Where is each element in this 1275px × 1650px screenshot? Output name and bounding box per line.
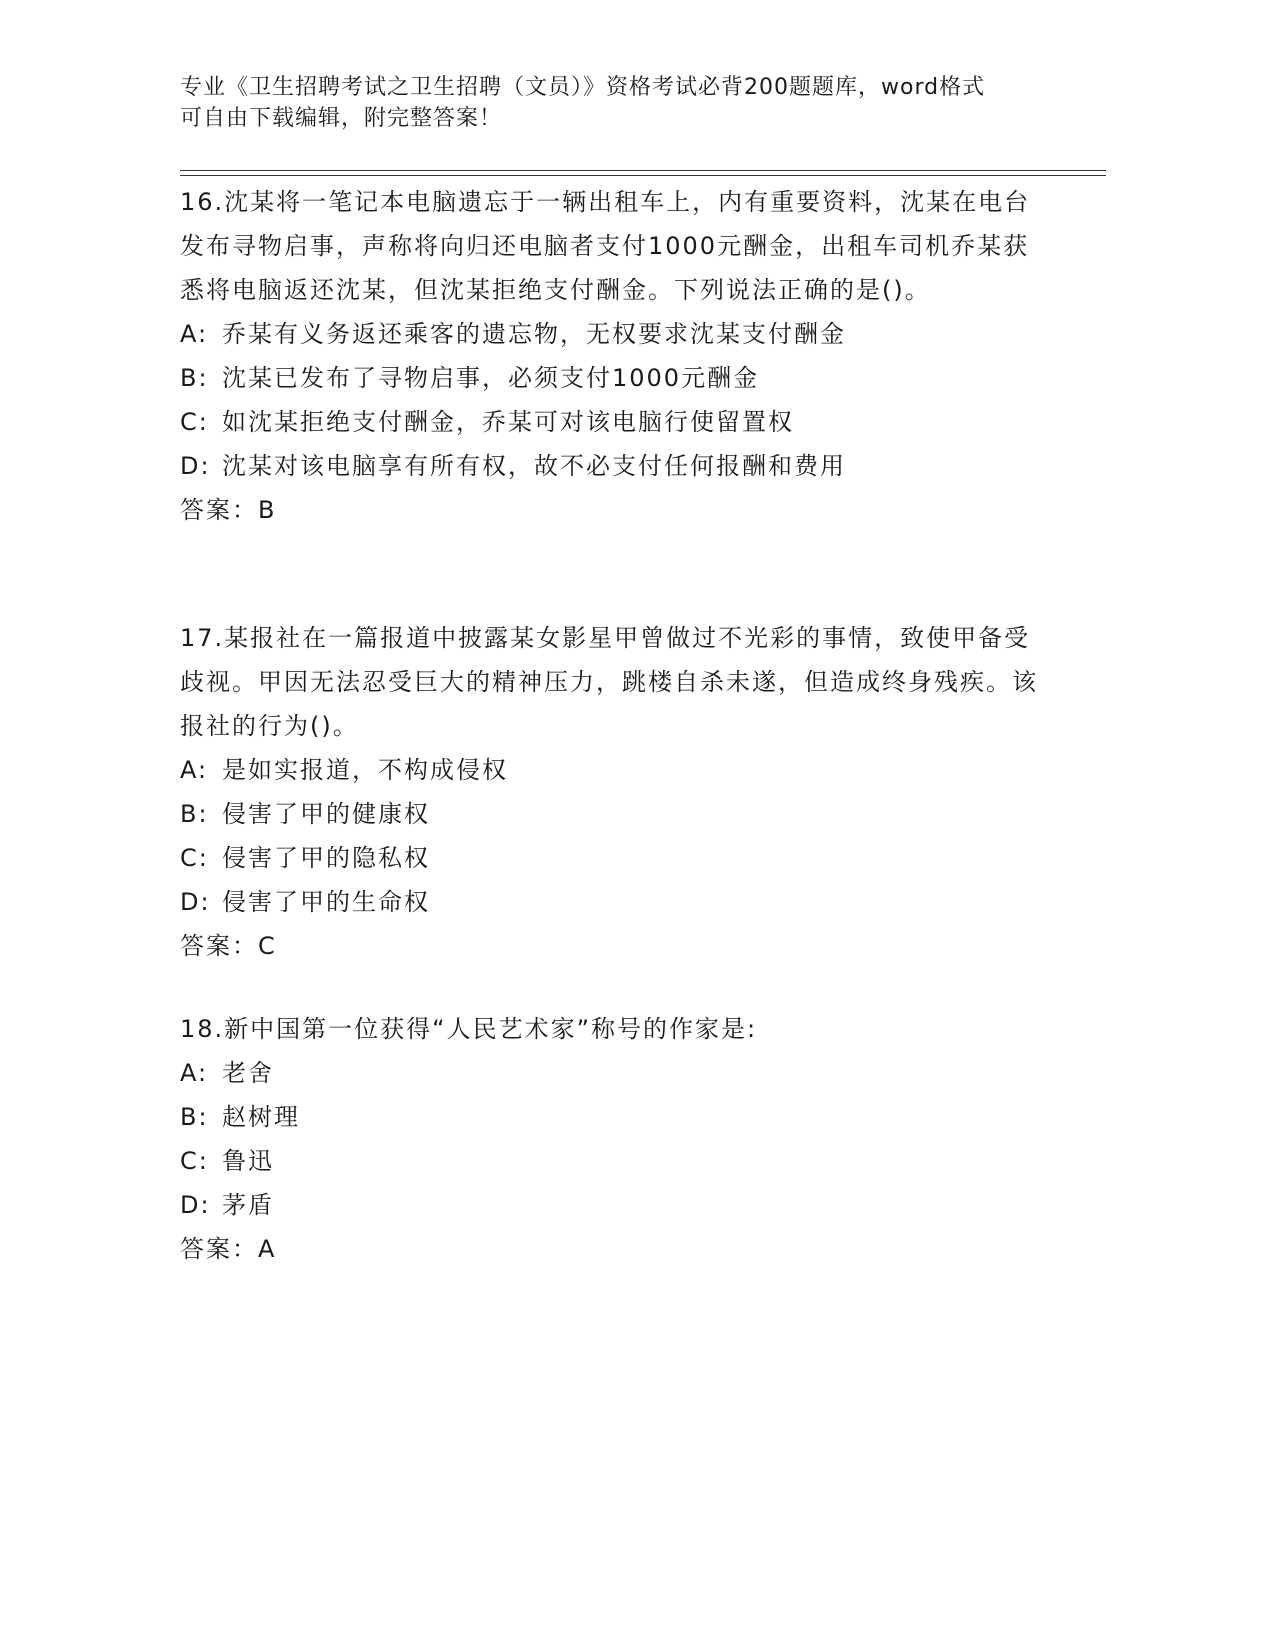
document-header xyxy=(180,72,1080,134)
option-letter: A: xyxy=(180,320,209,348)
option-b xyxy=(180,1095,1040,1139)
option-letter: D: xyxy=(180,888,211,916)
option-letter: B: xyxy=(180,364,209,392)
option-text: 如沈某拒绝支付酬金，乔某可对该电脑行使留置权 xyxy=(222,408,794,436)
option-text: 乔某有义务返还乘客的遗忘物，无权要求沈某支付酬金 xyxy=(222,320,846,348)
option-c xyxy=(180,1139,1040,1183)
option-letter: A: xyxy=(180,1059,209,1087)
option-letter: C: xyxy=(180,408,209,436)
option-text: 沈某对该电脑享有所有权，故不必支付任何报酬和费用 xyxy=(222,452,846,480)
option-letter: A: xyxy=(180,756,209,784)
option-letter: C: xyxy=(180,1147,209,1175)
option-c xyxy=(180,400,1040,444)
question-18 xyxy=(180,1007,1040,1271)
header-divider-top xyxy=(180,170,1106,171)
option-b xyxy=(180,792,1040,836)
header-line-1: 专业《卫生招聘考试之卫生招聘（文员）》资格考试必背200题题库，word格式 xyxy=(180,75,986,100)
option-a xyxy=(180,748,1040,792)
option-letter: C: xyxy=(180,844,209,872)
header-divider-bottom xyxy=(180,175,1106,176)
question-text: 16.沈某将一笔记本电脑遗忘于一辆出租车上，内有重要资料，沈某在电台发布寻物启事，声称将向归还电脑者支付1000元酬金，出租车司机乔某获悉将电脑返还沈某，但沈某拒绝支付酬金。下列说法正确的是()。 xyxy=(180,188,1031,304)
option-c xyxy=(180,836,1040,880)
header-line-2: 可自由下载编辑，附完整答案！ xyxy=(180,106,503,131)
option-letter: D: xyxy=(180,452,211,480)
option-a xyxy=(180,312,1040,356)
question-16 xyxy=(180,180,1040,532)
answer: 答案：A xyxy=(180,1235,277,1263)
option-text: 是如实报道，不构成侵权 xyxy=(222,756,508,784)
option-text: 鲁迅 xyxy=(222,1147,274,1175)
answer: 答案：B xyxy=(180,496,277,524)
question-text: 18.新中国第一位获得“人民艺术家”称号的作家是: xyxy=(180,1015,758,1043)
option-letter: D: xyxy=(180,1191,211,1219)
option-text: 沈某已发布了寻物启事，必须支付1000元酬金 xyxy=(222,364,760,392)
question-17 xyxy=(180,616,1040,968)
option-d xyxy=(180,1183,1040,1227)
option-d xyxy=(180,880,1040,924)
option-b xyxy=(180,356,1040,400)
option-text: 赵树理 xyxy=(222,1103,300,1131)
option-text: 侵害了甲的隐私权 xyxy=(222,844,430,872)
answer: 答案：C xyxy=(180,932,277,960)
option-letter: B: xyxy=(180,800,209,828)
option-letter: B: xyxy=(180,1103,209,1131)
option-d xyxy=(180,444,1040,488)
question-text: 17.某报社在一篇报道中披露某女影星甲曾做过不光彩的事情，致使甲备受歧视。甲因无法忍受巨大的精神压力，跳楼自杀未遂，但造成终身残疾。该报社的行为()。 xyxy=(180,624,1038,740)
option-text: 茅盾 xyxy=(222,1191,274,1219)
option-a xyxy=(180,1051,1040,1095)
option-text: 侵害了甲的健康权 xyxy=(222,800,430,828)
option-text: 侵害了甲的生命权 xyxy=(222,888,430,916)
option-text: 老舍 xyxy=(222,1059,274,1087)
